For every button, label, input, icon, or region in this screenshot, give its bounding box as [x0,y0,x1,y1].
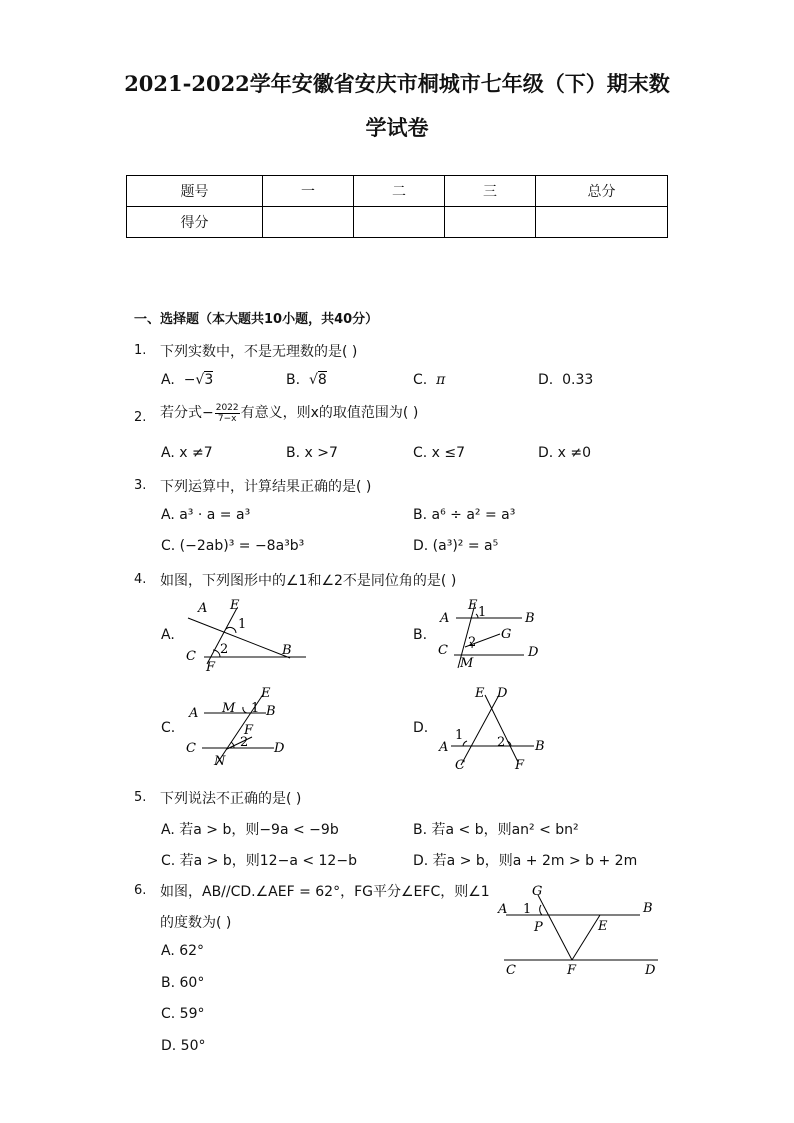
score-header-cell: 二 [354,176,445,207]
label-c: C [186,649,196,664]
option-d-value: 0.33 [562,372,594,388]
label-e: E [598,919,608,934]
question-text-pre: 若分式− [160,405,214,421]
option-b: B. x >7 [286,445,338,461]
option-a [161,372,213,388]
label-c: C [506,963,516,978]
option-b-label: B. [413,627,428,643]
label-a: A [498,902,508,917]
score-cell [445,207,536,238]
sqrt-symbol: √ [195,372,205,388]
option-d-label: D. [413,720,429,736]
option-c: C. (−2ab)³ = −8a³b³ [161,538,305,554]
label-f: F [567,963,577,978]
option-label: A. [161,372,175,388]
line-gf [538,895,572,960]
option-c: C. 若a > b，则12−a < 12−b [161,853,357,869]
score-cell [263,207,354,238]
angle-1-arc [243,707,247,713]
label-d: D [274,741,285,756]
label-d: D [497,686,508,701]
fraction [215,403,240,424]
score-table-score-row [127,207,668,238]
figure-q4-d [437,685,567,775]
label-c: C [455,758,465,773]
angle-label-1: 1 [238,617,247,632]
question-text: 下列说法不正确的是( ) [160,791,302,807]
line-ef [485,695,518,762]
option-c: C. x ≤7 [413,445,466,461]
score-header-cell: 一 [263,176,354,207]
option-c: C. 59° [161,1006,205,1022]
label-c: C [438,643,448,658]
fraction-denominator: 7−x [217,413,237,424]
option-b: B. a⁶ ÷ a² = a³ [413,507,516,523]
angle-label-2: 2 [497,735,506,750]
label-e: E [230,598,240,613]
line-dc [461,695,499,765]
figure-q4-c [184,685,314,770]
option-c [413,372,445,388]
option-label: D. [538,372,554,388]
fraction-numerator: 2022 [215,402,239,413]
option-b: B. 若a < b，则an² < bn² [413,822,579,838]
angle-label-2: 2 [220,642,229,657]
angle-1-arc [226,627,236,633]
angle-label-1: 1 [455,728,464,743]
option-label: C. [413,372,428,388]
figure-q6 [490,878,670,983]
question-number: 6. [134,883,147,898]
question-text: 如图，下列图形中的∠1和∠2不是同位角的是( ) [160,573,457,589]
score-cell [536,207,668,238]
label-b: B [266,704,276,719]
label-a: A [189,706,199,721]
question-text-post: 有意义，则x的取值范围为( ) [240,405,419,421]
label-f: F [244,723,254,738]
figure-q4-b [434,596,564,674]
score-cell [354,207,445,238]
label-b: B [535,739,545,754]
option-a: A. x ≠7 [161,445,213,461]
label-e: E [468,598,478,613]
option-d: D. (a³)² = a⁵ [413,538,499,554]
score-header-cell: 三 [445,176,536,207]
label-f: F [515,758,525,773]
page-title-line-2: 学试卷 [365,115,429,140]
label-b: B [525,611,535,626]
label-n: N [214,754,226,769]
angle-label-1: 1 [523,902,532,917]
option-label: B. [286,372,301,388]
question-text: 如图，AB//CD.∠AEF = 62°，FG平分∠EFC，则∠1 [160,884,490,900]
question-number: 1. [134,343,147,358]
angle-1-arc [540,905,542,915]
label-d: D [528,645,539,660]
angle-label-2: 2 [240,735,249,750]
score-table-header-row [127,176,668,207]
label-p: P [534,920,543,935]
score-header-cell: 题号 [127,176,263,207]
question-text: 下列实数中，不是无理数的是( ) [160,344,358,360]
question-text [160,402,418,424]
label-a: A [439,740,449,755]
question-number: 3. [134,478,147,493]
option-b-radicand: 8 [317,372,327,388]
label-a: A [440,611,450,626]
score-header-cell: 总分 [536,176,668,207]
label-m: M [222,701,236,716]
label-e: E [475,686,485,701]
option-c-label: C. [161,720,176,736]
label-b: B [643,901,653,916]
angle-label-2: 2 [468,635,477,650]
option-a: A. 62° [161,943,205,959]
label-a: A [198,601,208,616]
option-d: D. x ≠0 [538,445,592,461]
option-c-value: π [436,372,446,388]
score-row-label: 得分 [127,207,263,238]
label-g: G [532,884,543,899]
question-number: 5. [134,790,147,805]
question-number: 2. [134,410,147,425]
sqrt-symbol: √ [308,372,318,388]
angle-label-1: 1 [251,701,260,716]
angle-1-arc [463,741,467,746]
page-title-line-1: 2021-2022学年安徽省安庆市桐城市七年级（下）期末数 [124,71,670,96]
option-d: D. 若a > b，则a + 2m > b + 2m [413,853,638,869]
label-m: M [460,656,474,671]
option-b [286,372,327,388]
question-text-continued: 的度数为( ) [160,915,232,931]
score-table [126,175,668,238]
option-b: B. 60° [161,975,205,991]
option-a: A. a³ · a = a³ [161,507,251,523]
label-e: E [261,686,271,701]
angle-label-1: 1 [478,605,487,620]
label-g: G [501,627,512,642]
label-c: C [186,741,196,756]
option-a: A. 若a > b，则−9a < −9b [161,822,339,838]
question-number: 4. [134,572,147,587]
option-a-radicand: 3 [204,372,214,388]
option-d: D. 50° [161,1038,206,1054]
label-f: F [206,660,216,674]
option-a-label: A. [161,627,175,643]
figure-q4-a [180,596,310,674]
question-text: 下列运算中，计算结果正确的是( ) [160,479,372,495]
label-b: B [282,643,292,658]
line-fe [572,915,600,960]
option-d [538,372,593,388]
section-heading: 一、选择题（本大题共10小题，共40分） [134,312,379,327]
label-d: D [645,963,656,978]
option-a-sign: − [183,372,196,388]
